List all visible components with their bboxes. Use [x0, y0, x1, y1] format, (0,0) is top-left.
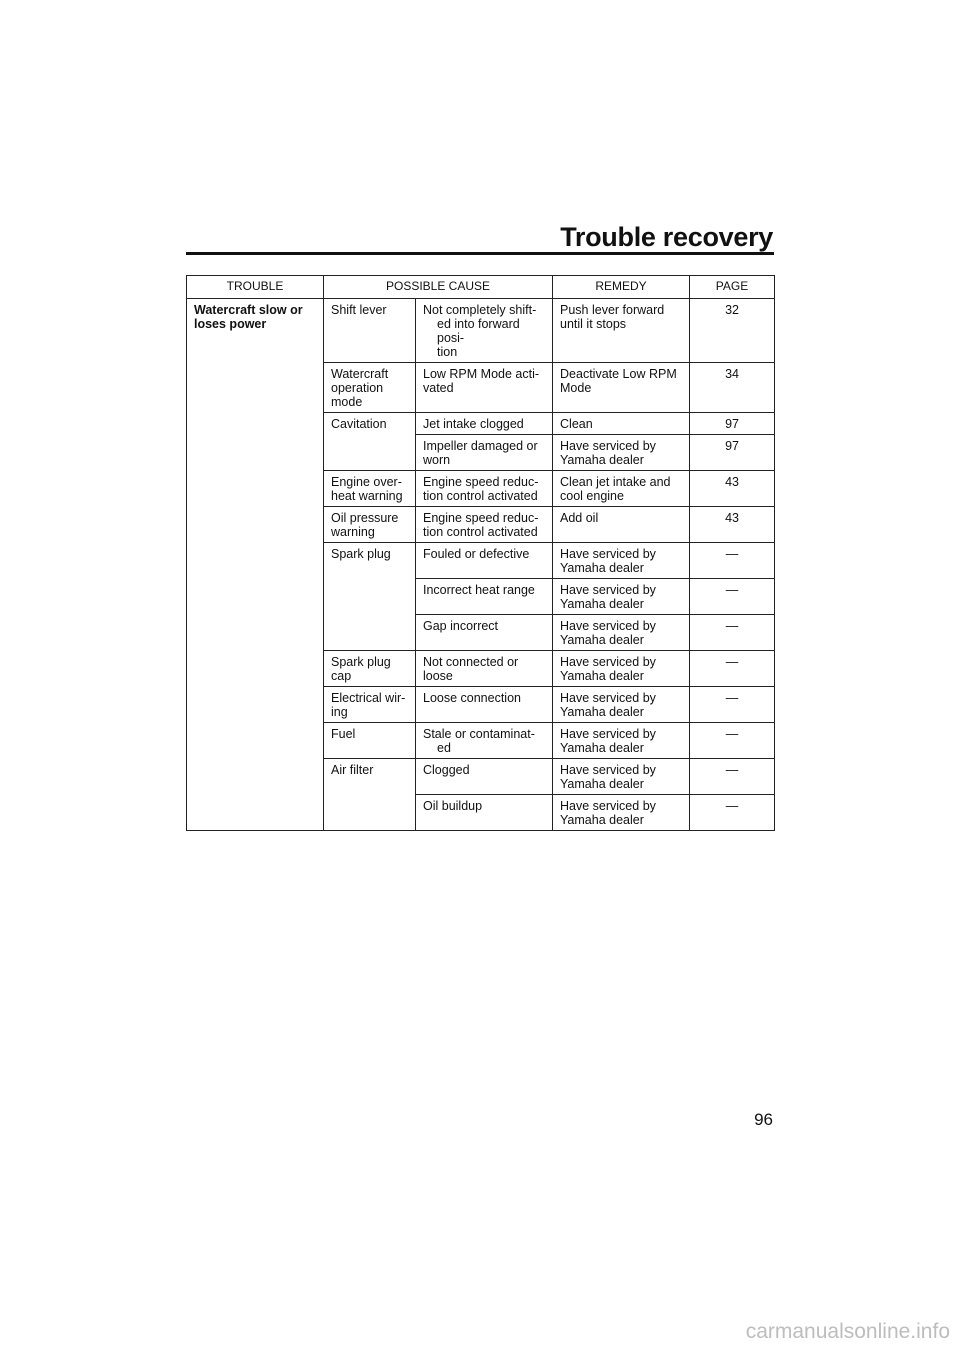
remedy-line: Deactivate Low RPM [560, 367, 677, 381]
remedy-line: Have serviced by [560, 583, 656, 597]
detail-line: tion [437, 345, 458, 359]
cause-cell: Cavitation [324, 413, 416, 471]
detail-line: Stale or contaminat- [423, 727, 535, 741]
header-possible-cause: POSSIBLE CAUSE [324, 276, 553, 299]
detail-cell [416, 471, 553, 507]
remedy-line: Clean jet intake and [560, 475, 671, 489]
detail-cell [416, 507, 553, 543]
title-rule [186, 252, 774, 255]
page-cell: 43 [690, 507, 775, 543]
cause-line: Spark plug [331, 655, 391, 669]
remedy-line: Yamaha dealer [560, 561, 644, 575]
cause-cell: Watercraft operation mode [324, 363, 416, 413]
remedy-line: Have serviced by [560, 547, 656, 561]
detail-line: tion control activated [423, 525, 538, 539]
page-cell: 97 [690, 435, 775, 471]
detail-cell: Loose connection [416, 687, 553, 723]
trouble-table [186, 275, 775, 831]
remedy-cell [553, 579, 690, 615]
cause-cell: Spark plug [324, 543, 416, 651]
remedy-cell [553, 543, 690, 579]
detail-line: vated [423, 381, 454, 395]
cause-line: Engine over- [331, 475, 402, 489]
page-cell: — [690, 687, 775, 723]
remedy-line: Push lever forward [560, 303, 665, 317]
remedy-cell [553, 759, 690, 795]
remedy-cell [553, 299, 690, 363]
detail-cell [416, 651, 553, 687]
remedy-line: cool engine [560, 489, 624, 503]
detail-cell: Fouled or defective [416, 543, 553, 579]
detail-line: Low RPM Mode acti- [423, 367, 540, 381]
detail-cell [416, 363, 553, 413]
detail-line: Not completely shift- [423, 303, 537, 317]
remedy-line: Have serviced by [560, 763, 656, 777]
detail-cell [416, 723, 553, 759]
detail-cell: Oil buildup [416, 795, 553, 831]
remedy-line: until it stops [560, 317, 627, 331]
detail-line: Engine speed reduc- [423, 511, 539, 525]
remedy-line: Yamaha dealer [560, 705, 644, 719]
cause-cell [324, 507, 416, 543]
remedy-line: Have serviced by [560, 799, 656, 813]
detail-line: Engine speed reduc- [423, 475, 539, 489]
cause-line: cap [331, 669, 352, 683]
header-page: PAGE [690, 276, 775, 299]
detail-line: tion control activated [423, 489, 538, 503]
remedy-cell: Add oil [553, 507, 690, 543]
remedy-cell [553, 471, 690, 507]
remedy-cell [553, 795, 690, 831]
remedy-line: Mode [560, 381, 592, 395]
page-cell: — [690, 615, 775, 651]
remedy-cell [553, 615, 690, 651]
cause-line: Oil pressure [331, 511, 399, 525]
cause-line: Electrical wir- [331, 691, 406, 705]
remedy-cell [553, 723, 690, 759]
detail-cell: Gap incorrect [416, 615, 553, 651]
page-cell: 43 [690, 471, 775, 507]
remedy-cell [553, 687, 690, 723]
page-cell: — [690, 543, 775, 579]
remedy-line: Have serviced by [560, 655, 656, 669]
detail-cell: Incorrect heat range [416, 579, 553, 615]
cause-cell: Shift lever [324, 299, 416, 363]
page-cell: — [690, 723, 775, 759]
page-cell: — [690, 579, 775, 615]
detail-cell [416, 299, 553, 363]
remedy-line: Yamaha dealer [560, 813, 644, 827]
cause-line: warning [331, 525, 375, 539]
header-trouble: TROUBLE [187, 276, 324, 299]
remedy-line: Yamaha dealer [560, 741, 644, 755]
remedy-line: Yamaha dealer [560, 597, 644, 611]
detail-cell [416, 435, 553, 471]
detail-line: Impeller damaged or [423, 439, 538, 453]
remedy-line: Yamaha dealer [560, 777, 644, 791]
remedy-cell: Clean [553, 413, 690, 435]
detail-line: loose [423, 669, 453, 683]
cause-line: ing [331, 705, 348, 719]
page-number: 96 [754, 1110, 773, 1129]
cause-cell [324, 687, 416, 723]
table-row [187, 299, 775, 363]
remedy-line: Yamaha dealer [560, 669, 644, 683]
table-header-row [187, 276, 775, 299]
detail-cell: Jet intake clogged [416, 413, 553, 435]
remedy-cell [553, 651, 690, 687]
remedy-line: Have serviced by [560, 439, 656, 453]
page-cell: — [690, 759, 775, 795]
page-title: Trouble recovery [560, 222, 773, 252]
detail-line: ed into forward posi- [437, 317, 520, 345]
page-cell: — [690, 651, 775, 687]
cause-cell [324, 471, 416, 507]
cause-line: heat warning [331, 489, 403, 503]
detail-line: worn [423, 453, 451, 467]
page-cell: 32 [690, 299, 775, 363]
remedy-line: Yamaha dealer [560, 633, 644, 647]
detail-line: Not connected or [423, 655, 519, 669]
remedy-line: Have serviced by [560, 727, 656, 741]
watermark-text: carmanualsonline.info [745, 1320, 950, 1343]
cause-cell: Air filter [324, 759, 416, 831]
page-cell: — [690, 795, 775, 831]
detail-line: ed [437, 741, 451, 755]
cause-cell: Fuel [324, 723, 416, 759]
remedy-line: Have serviced by [560, 619, 656, 633]
remedy-cell [553, 435, 690, 471]
cause-cell [324, 651, 416, 687]
remedy-line: Yamaha dealer [560, 453, 644, 467]
header-remedy: REMEDY [553, 276, 690, 299]
trouble-cell: Watercraft slow or loses power [187, 299, 324, 831]
remedy-cell [553, 363, 690, 413]
page-cell: 97 [690, 413, 775, 435]
remedy-line: Have serviced by [560, 691, 656, 705]
detail-cell: Clogged [416, 759, 553, 795]
page-cell: 34 [690, 363, 775, 413]
